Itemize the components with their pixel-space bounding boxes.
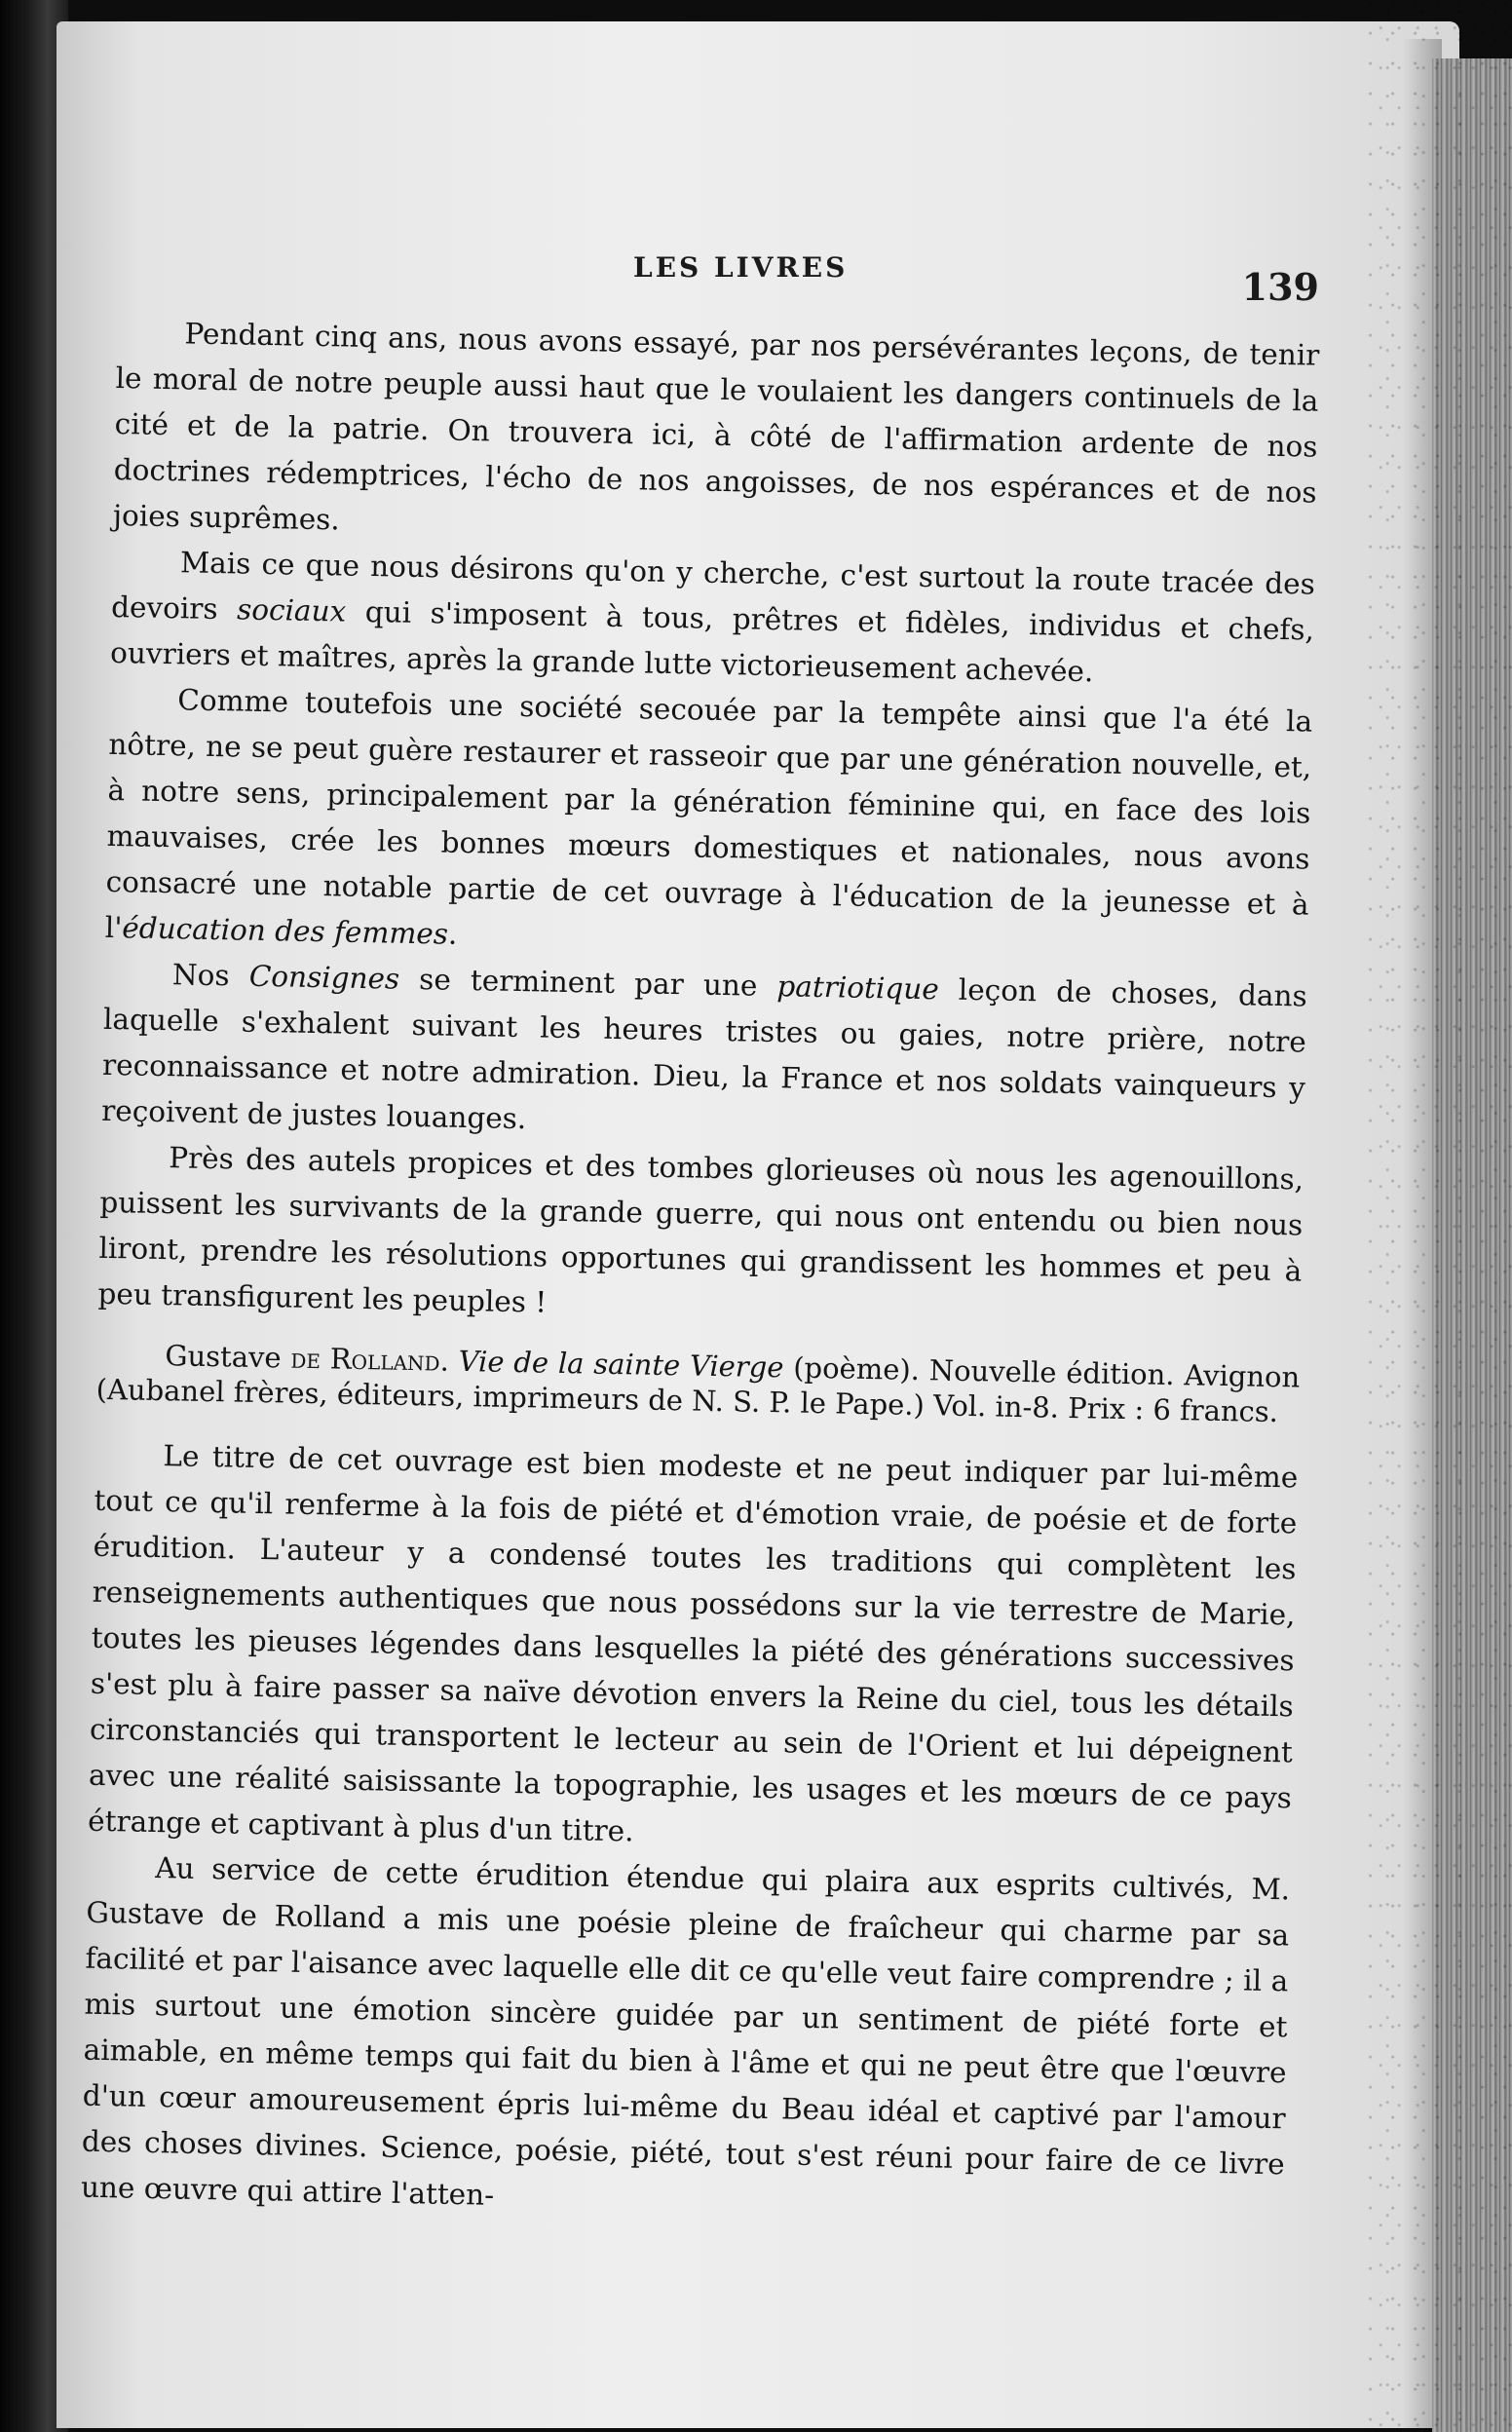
review-publication-details: (poème). Nouvelle édition. Avignon (Aubanel frères, éditeurs, imprimeurs de N. S. P. le Pape.) Vol. in-8. Prix : 6 francs. — [95, 1350, 1301, 1429]
paragraph — [110, 539, 1315, 700]
paragraph-text: Nos — [171, 958, 250, 993]
paragraph-text: leçon de choses, dans laquelle s'exhalent suivant les heures tristes ou gaies, notre prière, notre reconnaissance et notre admiration. Dieu, la France et nos soldats vainqueurs y reçoivent de justes louanges. — [100, 972, 1308, 1136]
review-author-name: de Rolland — [290, 1341, 440, 1378]
review-book-title: Vie de la sainte Vierge — [458, 1344, 784, 1385]
paragraph-text: Pendant cinq ans, nous avons essayé, par nos persévérantes leçons, de tenir le moral de notre peuple aussi haut que le voulaient les dangers continuels de la cité et de la patrie. On trouvera ici, à côté de l'affirmation ardente de nos doctrines rédemptrices, l'écho de nos angoisses, de nos espérances et de nos joies suprêmes. — [112, 317, 1320, 537]
paragraph-text: Au service de cette érudition étendue qui plaira aux esprits cultivés, M. Gustave de Rolland a mis une poésie pleine de fraîcheur qui charme par sa facilité et par l'aisance avec laquelle elle dit ce qu'elle veut faire comprendre ; il a mis surtout une émotion sincère guidée par un sentiment de piété forte et aimable, en même temps qui fait du bien à l'âme et qui ne peut être que l'œuvre d'un cœur amoureusement épris lui-même du Beau idéal et captivé par l'amour des choses divines. Science, poésie, piété, tout s'est réuni pour faire de ce livre une œuvre qui attire l'atten- — [80, 1851, 1291, 2212]
review-author-end: . — [439, 1344, 450, 1378]
review-paragraph — [81, 1844, 1291, 2234]
paragraph-text: se terminent par une — [398, 962, 777, 1004]
paragraph-text: Mais ce que nous désirons qu'on y cherche, c'est surtout la route tracée des devoirs — [110, 546, 1316, 627]
page-header — [117, 242, 1325, 309]
paragraph — [112, 310, 1319, 562]
paragraph-text: qui s'imposent à tous, prêtres et fidèles, individus et chefs, ouvriers et maîtres, après la grande lutte victorieusement achevée. — [109, 594, 1315, 689]
review-citation — [95, 1337, 1300, 1430]
paragraph-text: Près des autels propices et des tombes glorieuses où nous les agenouillons, puissent les survivants de la grande guerre, qui nous ont entendu ou bien nous liront, prendre les résolutions opportunes qui grandissent les hommes et peu à peu transfigurent les peuples ! — [97, 1141, 1304, 1319]
review-author-first: Gustave — [165, 1339, 291, 1375]
italic-text: éducation des femmes — [122, 911, 449, 951]
italic-text: sociaux — [236, 592, 347, 628]
italic-text: Consignes — [248, 959, 400, 996]
italic-text: patriotique — [776, 969, 940, 1007]
paragraph-text: Comme toutefois une société secouée par la tempête ainsi que l'a été la nôtre, ne se peut guère restaurer et rasseoir que par une génération nouvelle, et, à notre sens, principalement par la génération féminine qui, en face des lois mauvaises, crée les bonnes mœurs domestiques et nationales, nous avons consacré une notable partie de cet ouvrage à l'éducation de la jeunesse et à l' — [104, 683, 1313, 945]
paragraph — [101, 951, 1307, 1158]
body-text — [81, 310, 1320, 2233]
paragraph — [104, 676, 1312, 974]
paragraph-text: Le titre de cet ouvrage est bien modeste et ne peut indiquer par lui-même tout ce qu'il renferme à la fois de piété et d'émotion vraie, de poésie et de forte érudition. L'auteur y a condensé toutes les traditions qui complètent les renseignements authentiques que nous possédons sur la vie terrestre de Marie, toutes les pieuses légendes dans lesquelles la piété des générations successives s'est plu à faire passer sa naïve dévotion envers la Reine du ciel, tous les détails circonstanciés qui transportent le lecteur au sein de l'Orient et lui dépeignent avec une réalité saisissante la topographie, les usages et les mœurs de ce pays étrange et captivant à plus d'un titre. — [87, 1439, 1299, 1848]
review-paragraph — [88, 1432, 1299, 1868]
running-title: LES LIVRES — [633, 251, 849, 284]
scan-speckles — [1366, 0, 1512, 2432]
paragraph — [97, 1134, 1304, 1341]
paragraph-text: . — [447, 917, 458, 951]
page-number: 139 — [1241, 265, 1319, 309]
